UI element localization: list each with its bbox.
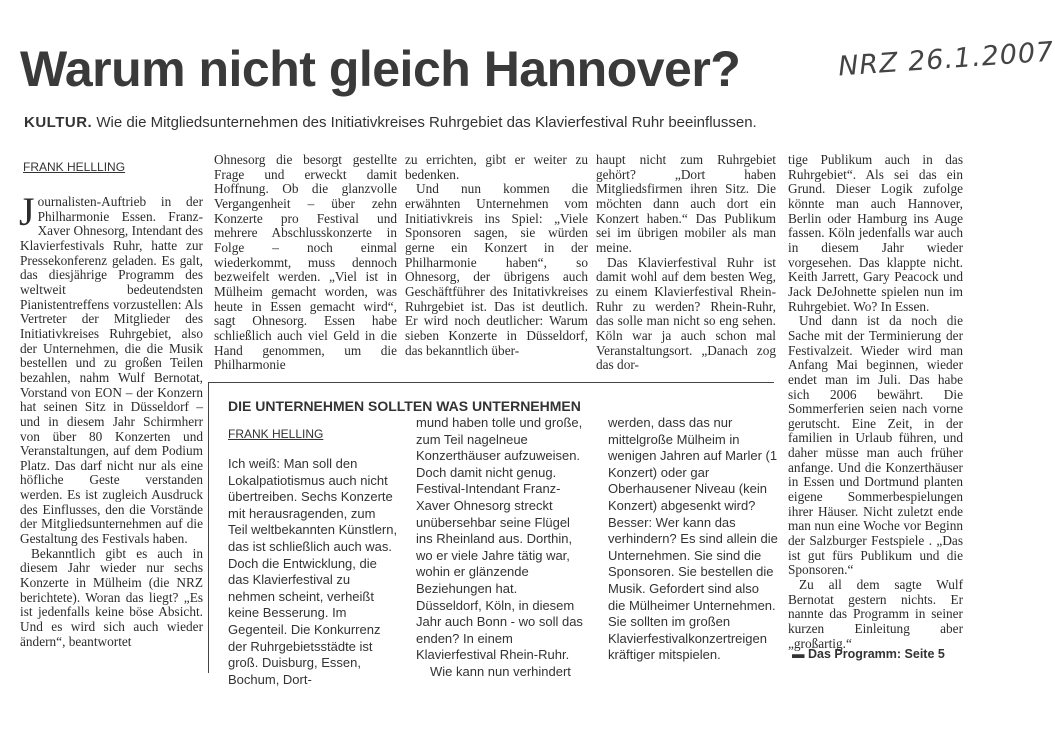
commentary-paragraph: mund haben tolle und große, zum Teil nagelneue Konzerthäuser aufzuweisen. Doch damit nicht genug. Festival-Intendant Franz-Xaver Ohnesorg streckt unübersehbar seine Flügel ins Rheinland aus. Dorthin, wo er viele Jahre tätig war, wohin er glänzende Beziehungen hat. Düsseldorf, Köln, in diesem Jahr auch Bonn - wo soll das enden? In einem Klavierfestival Rhein-Ruhr. [416, 415, 583, 663]
commentary-column-1 [228, 456, 398, 687]
commentary-paragraph: werden, dass das nur mittelgroße Mülheim in wenigen Jahren auf Marler (1 Konzert) oder gar Oberhausener Niveau (kein Konzert) abgesenkt wird? Besser: Wer kann das verhindern? Es sind allein die Unternehmen. Sie sind die Sponsoren. Sie bestellen die Musik. Gefordert sind also die Mülheimer Unternehmen. Sie sollten im großen Klavierfestivalkonzertreigen kräftiger mitspielen. [608, 415, 778, 663]
teaser-line [24, 114, 757, 131]
commentary-byline: FRANK HELLING [228, 427, 324, 441]
article-paragraph: Das Klavierfestival Ruhr ist damit wohl auf dem besten Weg, zu einem Klavierfestival Rhein-Ruhr zu werden? Rhein-Ruhr, das solle man nicht so eng sehen. Köln war ja auch schon mal Veranstaltungsort. „Danach zog das dor- [596, 254, 776, 373]
article-paragraph: Bekanntlich gibt es auch in diesem Jahr wieder nur sechs Konzerte in Mülheim (die NRZ berichtete). Woran das liegt? „Es ist jedenfalls keine böse Absicht. Und es wird sich auch wieder ändern“, beantwortet [20, 545, 203, 649]
article-paragraph: zu errichten, gibt er weiter zu bedenken. [405, 152, 588, 182]
drop-cap: J [19, 189, 35, 234]
article-paragraph: Und dann ist da noch die Sache mit der Terminierung der Festivalzeit. Wieder wird man Anfang Mai beginnen, wieder endet man im Juli. Das habe sich 2006 bewährt. Die Sommerferien seien nach vorne gerutscht. Eine Zeit, in der familien in Urlaub führen, und daher müsse man auch früher anfange. Und die Konzerthäuser in Essen und Dortmund planten eigene Sommerbespielungen ihrer Häuser. Nicht zuletzt ende man nun eine Woche vor Beginn der Salzburger Festspiele . „Das ist gut fürs Publikum und die Sponsoren.“ [788, 313, 963, 578]
article-column-5 [788, 152, 963, 651]
article-paragraph: Journalisten-Auftrieb in der Philharmonie Essen. Franz-Xaver Ohnesorg, Intendant des Klavierfestivals Ruhr, hatte zur Pressekonferenz geladen. Es galt, das diesjährige Programm des weltweit bedeutendsten Pianistentreffens vorzustellen: Als Vertreter der Mitglieder des Initiativkreises Ruhrgebiet, also der Unternehmen, die die Musik bestellen und zu großen Teilen bezahlen, nahm Wulf Bernotat, Vorstand von EON – der Konzern hat seinen Sitz in Düsseldorf – und in diesem Jahr Schirmherr von über 80 Konzerten und Veranstaltungen, auf dem Podium Platz. Das darf nicht nur als eine höfliche Geste verstanden werden. Es ist zugleich Ausdruck des Einflusses, den die Vorstände der Mitgliedsunternehmen auf die Gestaltung des Festivals haben. [19, 189, 203, 547]
commentary-column-3 [608, 415, 778, 671]
article-paragraph: tige Publikum auch in das Ruhrgebiet“. Als sei das ein Grund. Dieser Logik zufolge könnte man auch Hannover, Berlin oder Hamburg ins Auge fassen. Köln jedenfalls war auch in diesem Jahr wieder vorgesehen. Das klappte nicht. Keith Jarrett, Gary Peacock und Jack DeJohnette spielen nun im Ruhrgebiet. Wo? In Essen. [788, 152, 963, 314]
commentary-title: DIE UNTERNEHMEN SOLLTEN WAS UNTERNEHMEN [228, 398, 581, 414]
article-column-4 [596, 152, 776, 373]
author-byline: FRANK HELLLING [23, 160, 126, 174]
section-label: KULTUR. [24, 114, 93, 131]
commentary-paragraph: Ich weiß: Man soll den Lokalpatiotismus auch nicht übertreiben. Sechs Konzerte mit herausragenden, zum Teil weltbekannten Künstlern, das ist schließlich auch was. Doch die Entwicklung, die das Klavierfestival zu nehmen scheint, verheißt keine Besserung. Im Gegenteil. Die Konkurrenz der Ruhrgebietsstädte ist groß. Duisburg, Essen, Bochum, Dort- [228, 456, 398, 687]
page-reference: ▬ Das Programm: Seite 5 [792, 647, 945, 661]
article-paragraph: haupt nicht zum Ruhrgebiet gehört? „Dort haben Mitgliedsfirmen ihren Sitz. Die möchten dann auch dort ein Konzert haben.“ Das Publikum sei im übrigen mobiler als man meine. [596, 152, 776, 255]
article-paragraph: Ohnesorg die besorgt gestellte Frage und erweckt damit Hoffnung. Ob die glanzvolle Vergangenheit – über zehn Konzerte pro Festival und mehrere Abschlusskonzerte in Folge – noch einmal wiederkommt, muss dennoch bezweifelt werden. „Viel ist in Mülheim gemacht worden, was heute in Essen gemacht wird“, sagt Ohnesorg. Essen habe schließlich auch viel Geld in die Hand genommen, um die Philharmonie [214, 152, 397, 373]
headline: Warum nicht gleich Hannover? [20, 41, 741, 97]
article-column-2 [214, 152, 397, 373]
handwritten-date-note: NRZ 26.1.2007 [837, 36, 1055, 83]
article-column-1 [19, 189, 203, 685]
commentary-paragraph: Wie kann nun verhindert [430, 663, 571, 679]
article-paragraph: Zu all dem sagte Wulf Bernotat gestern nichts. Er nannte das Programm in seiner kurzen Einleitung aber „großartig.“ [788, 577, 963, 651]
article-column-3 [405, 153, 588, 368]
teaser-text: Wie die Mitgliedsunternehmen des Initiativkreises Ruhrgebiet das Klavierfestival Ruhr beeinflussen. [96, 114, 757, 131]
article-paragraph: Und nun kommen die erwähnten Unternehmen vom Initiativkreis ins Spiel: „Viele Sponsoren sagen, sie würden gerne ein Konzert in der Philharmonie haben“, so Ohnesorg, der übrigens auch Geschäftführer des Initativkreises Ruhrgebiet ist. Das ist deutlich. Er wird noch deutlicher: Warum sieben Konzerte in Düsseldorf, das bekanntlich über- [405, 181, 588, 358]
commentary-column-2 [416, 415, 586, 679]
